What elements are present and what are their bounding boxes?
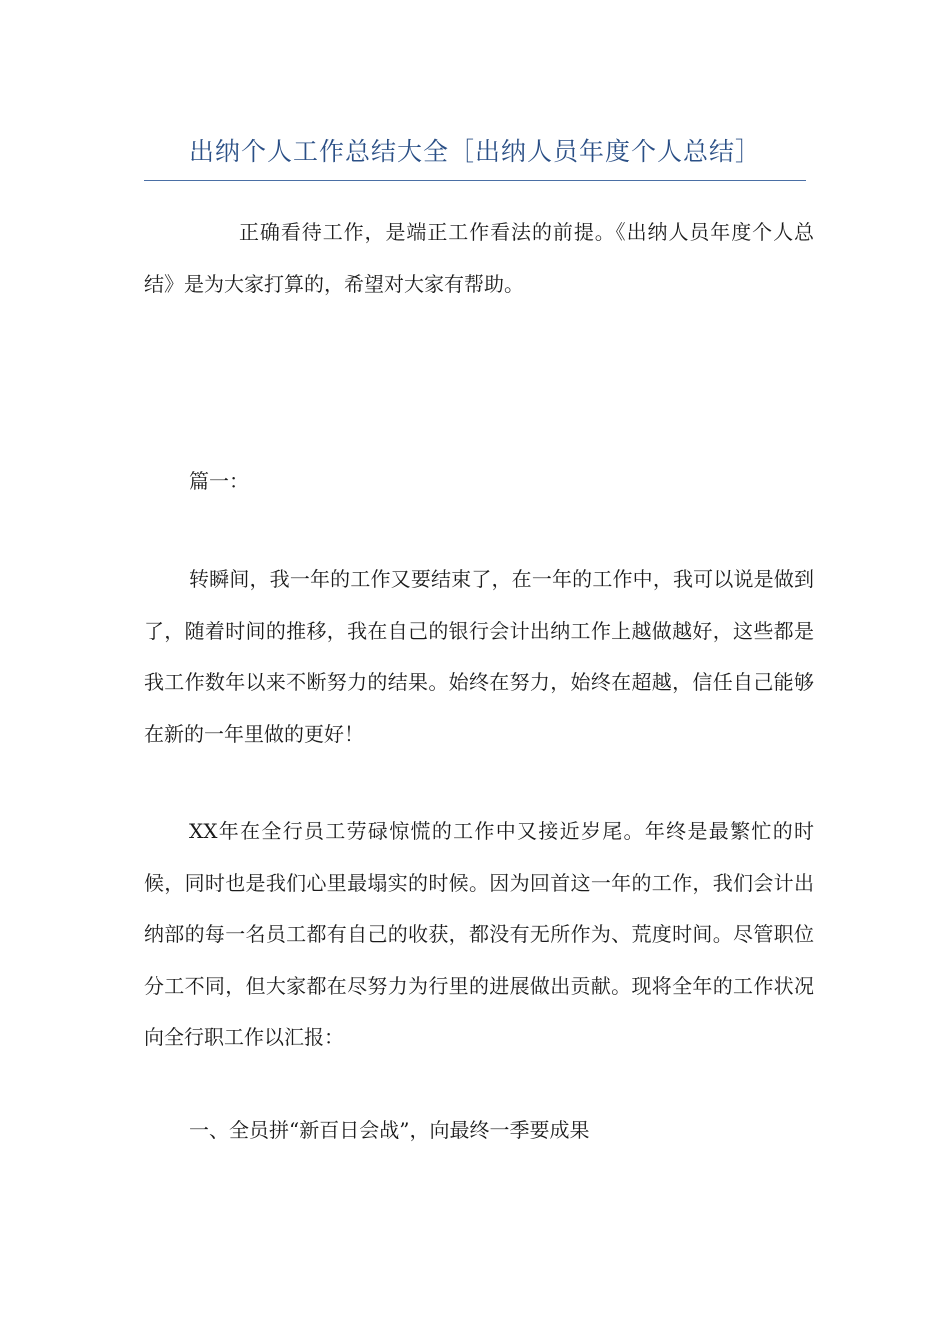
title-underline (144, 180, 806, 181)
document-title: 出纳个人工作总结大全［出纳人员年度个人总结］ (188, 137, 761, 166)
body-paragraph-1: 转瞬间，我一年的工作又要结束了，在一年的工作中，我可以说是做到了，随着时间的推移，我在自己的银行会计出纳工作上越做越好，这些都是我工作数年以来不断努力的结果。始终在努力，始终在超越，信任自己能够在新的一年里做的更好！ (144, 567, 814, 746)
intro-paragraph: 正确看待工作，是端正工作看法的前提。《出纳人员年度个人总结》是为大家打算的，希望对大家有帮助。 (144, 220, 814, 296)
body-paragraph-2: XX年在全行员工劳碌惊慌的工作中又接近岁尾。年终是最繁忙的时候，同时也是我们心里最塌实的时候。因为回首这一年的工作，我们会计出纳部的每一名员工都有自己的收获，都没有无所作为、荒度时间。尽管职位分工不同，但大家都在尽努力为行里的进展做出贡献。现将全年的工作状况向全行职工作以汇报： (144, 819, 814, 1049)
subheading: 一、全员拼“新百日会战”，向最终一季要成果 (189, 1118, 590, 1142)
section-heading: 篇一： (189, 469, 249, 493)
